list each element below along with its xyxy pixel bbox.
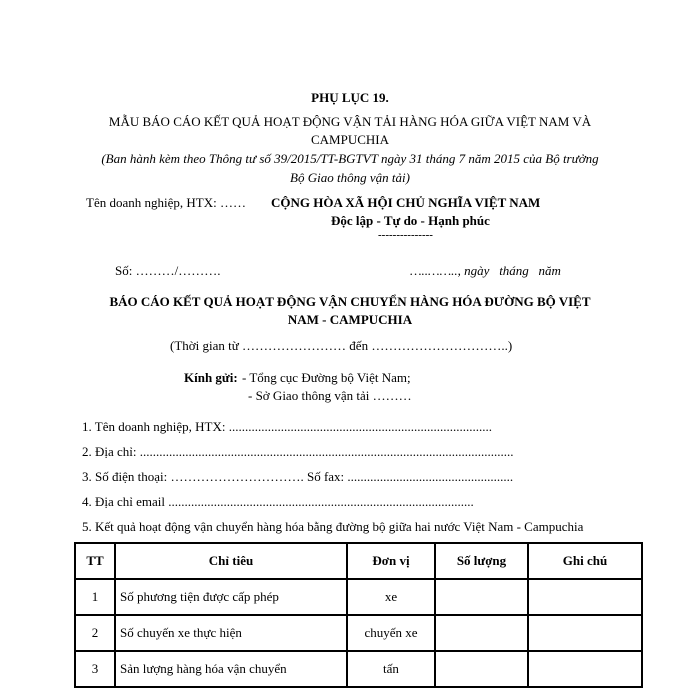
recipient-1: - Tổng cục Đường bộ Việt Nam; <box>242 370 411 385</box>
header-notes: Ghi chú <box>528 543 642 579</box>
row-notes[interactable] <box>528 651 642 687</box>
national-title: CỘNG HÒA XÃ HỘI CHỦ NGHĨA VIỆT NAM <box>271 195 541 210</box>
form-title-line2: CAMPUCHIA <box>310 132 389 147</box>
recipient-2: - Sở Giao thông vận tải ……… <box>248 388 412 403</box>
row-quantity[interactable] <box>435 651 528 687</box>
document-date: …..…….., ngày tháng năm <box>410 263 561 278</box>
report-title-line1: BÁO CÁO KẾT QUẢ HOẠT ĐỘNG VẬN CHUYỂN HÀNG HÓA ĐƯỜNG BỘ VIỆT <box>109 294 591 309</box>
national-motto: Độc lập - Tự do - Hạnh phúc <box>331 213 490 228</box>
row-index: 1 <box>75 579 115 615</box>
row-notes[interactable] <box>528 615 642 651</box>
row-unit: chuyến xe <box>347 615 435 651</box>
field-results-heading: 5. Kết quả hoạt động vận chuyển hàng hóa bằng đường bộ giữa hai nước Việt Nam - Campuchia <box>82 519 584 534</box>
document-number: Số: ………/………. <box>115 263 221 278</box>
row-unit: tấn <box>347 651 435 687</box>
header-unit: Đơn vị <box>347 543 435 579</box>
row-index: 2 <box>75 615 115 651</box>
table-row <box>75 615 642 651</box>
row-indicator: Sản lượng hàng hóa vận chuyển <box>115 651 347 687</box>
appendix-label: PHỤ LỤC 19. <box>311 90 389 105</box>
header-quantity: Số lượng <box>435 543 528 579</box>
issuance-note-line2: Bộ Giao thông vận tải) <box>290 170 410 185</box>
row-quantity[interactable] <box>435 615 528 651</box>
row-notes[interactable] <box>528 579 642 615</box>
row-quantity[interactable] <box>435 579 528 615</box>
row-indicator: Số phương tiện được cấp phép <box>115 579 347 615</box>
row-unit: xe <box>347 579 435 615</box>
issuance-note-line1: (Ban hành kèm theo Thông tư số 39/2015/TT-BGTVT ngày 31 tháng 7 năm 2015 của Bộ trưởng <box>101 151 599 166</box>
report-period: (Thời gian từ …………………… đến …………………………..) <box>170 338 513 353</box>
field-company-name: 1. Tên doanh nghiệp, HTX: ................................................................................. <box>82 419 492 434</box>
header-tt: TT <box>75 543 115 579</box>
field-address: 2. Địa chỉ: ................................................................................................................... <box>82 444 514 459</box>
recipients-label: Kính gửi: <box>184 370 238 385</box>
company-name-label: Tên doanh nghiệp, HTX: …… <box>86 195 246 210</box>
field-phone-fax: 3. Số điện thoại: …………………………. Số fax: ................................................... <box>82 469 514 484</box>
header-indicator: Chỉ tiêu <box>115 543 347 579</box>
form-title-line1: MẪU BÁO CÁO KẾT QUẢ HOẠT ĐỘNG VẬN TẢI HÀNG HÓA GIỮA VIỆT NAM VÀ <box>108 114 592 129</box>
table-row <box>75 579 642 615</box>
field-email: 4. Địa chỉ email .............................................................................................. <box>82 494 474 509</box>
row-index: 3 <box>75 651 115 687</box>
row-indicator: Số chuyến xe thực hiện <box>115 615 347 651</box>
motto-divider: --------------- <box>378 229 433 241</box>
table-header-row <box>75 543 642 579</box>
report-title-line2: NAM - CAMPUCHIA <box>287 312 413 327</box>
table-row <box>75 651 642 687</box>
results-table <box>74 542 643 688</box>
